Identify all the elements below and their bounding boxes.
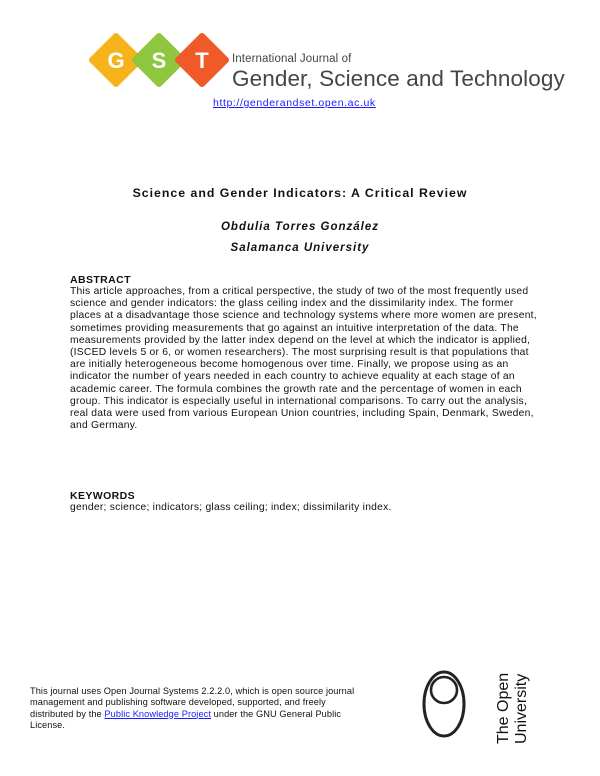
- ou-line-1: The Open: [495, 672, 512, 744]
- logo-letter-t: T: [195, 48, 209, 73]
- journal-name-large: Gender, Science and Technology: [232, 66, 565, 91]
- footer-text-before: This journal uses Open Journal Systems 2.2.2.0, which is open source journal management and publishing software developed, supported, and freely distributed by the: [30, 686, 355, 719]
- logo-letter-s: S: [151, 48, 167, 73]
- journal-name-small: International Journal of: [232, 53, 352, 65]
- ou-shield-inner: [431, 677, 457, 703]
- article-affiliation: Salamanca University: [230, 242, 370, 254]
- abstract-heading: ABSTRACT: [70, 274, 131, 286]
- pkp-link[interactable]: Public Knowledge Project: [104, 708, 212, 719]
- open-university-wordmark: [490, 662, 530, 746]
- footer-text-after: under the GNU General Public License.: [30, 708, 342, 730]
- logo-diamond-t: [174, 32, 231, 89]
- logo-letter-g: G: [107, 48, 125, 73]
- keywords-text: gender; science; indicators; glass ceiling; index; dissimilarity index.: [70, 502, 392, 513]
- keywords-heading: KEYWORDS: [70, 490, 136, 502]
- journal-url-link[interactable]: http://genderandset.open.ac.uk: [213, 97, 376, 109]
- article-title: Science and Gender Indicators: A Critical Review: [132, 186, 468, 200]
- abstract-text: This article approaches, from a critical perspective, the study of two of the most frequently used science and gender indicators: the glass ceiling index and the dissimilarity index. The former places at a disadvantage those science and technology systems where more women are present, sometimes providing measurements that go against an intuitive interpretation of the data. The measurements provided by the latter index depend on the level at which the indicator is applied, (ISCED levels 5 or 6, or women researchers). The most surprising result is that populations that are initially heterogeneous become homogenous over time. Finally, we propose using as an indicator the number of years needed in each country to achieve equality at each stage of an academic career. The formula combines the growth rate and the percentage of women in each group. This indicator is especially useful in international comparisons. To carry out the analysis, real data were used from various European Union countries, including Spain, Denmark, Sweden, and Germany.: [70, 286, 537, 432]
- ou-line-2: University: [513, 673, 530, 744]
- article-author: Obdulia Torres González: [220, 221, 380, 233]
- footer-notice: [30, 686, 370, 731]
